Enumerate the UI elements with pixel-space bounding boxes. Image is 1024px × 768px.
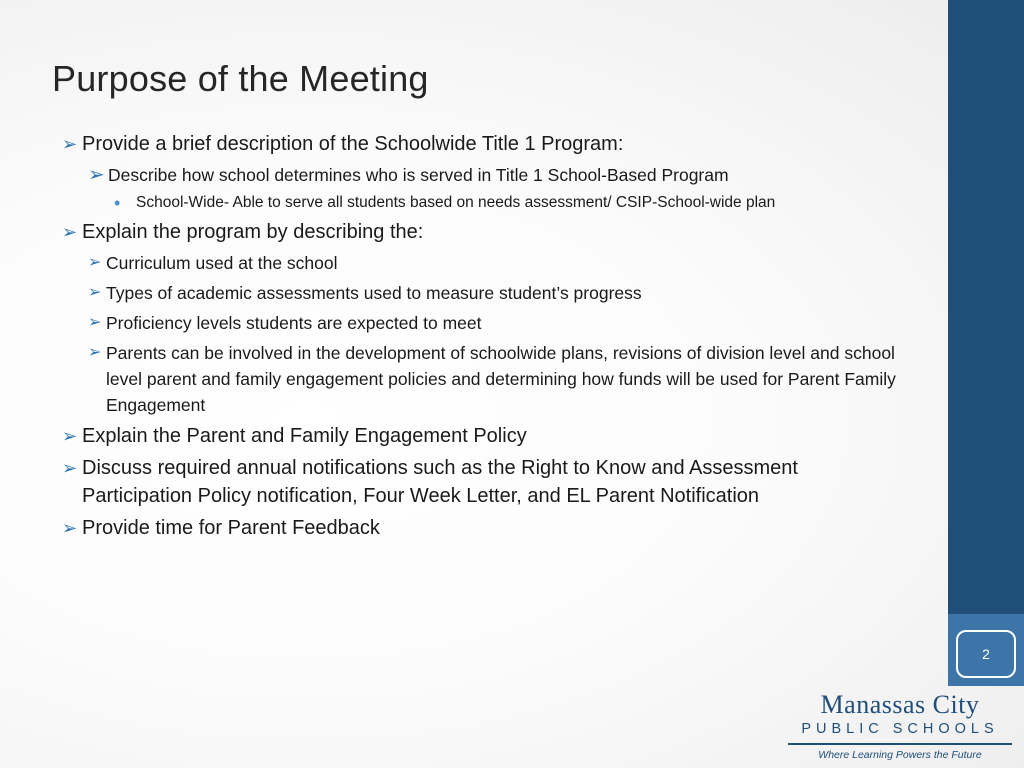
logo-name: Manassas City bbox=[820, 690, 980, 719]
list-item-text: Curriculum used at the school bbox=[106, 253, 338, 273]
dot-bullet-icon: • bbox=[114, 193, 121, 213]
list-item bbox=[62, 250, 902, 276]
arrow-bullet-icon: ➢ bbox=[62, 426, 78, 446]
arrow-bullet-icon: ➢ bbox=[62, 458, 78, 478]
list-item bbox=[62, 280, 902, 306]
list-item bbox=[62, 192, 902, 214]
list-item bbox=[62, 162, 902, 188]
list-item bbox=[62, 514, 902, 542]
school-logo bbox=[782, 690, 1018, 764]
list-item-text: Describe how school determines who is served in Title 1 School-Based Program bbox=[108, 165, 729, 185]
arrow-bullet-icon: ➢ bbox=[88, 164, 105, 186]
list-item-text: Provide a brief description of the Schoolwide Title 1 Program: bbox=[82, 133, 624, 155]
arrow-bullet-icon: ➢ bbox=[62, 134, 78, 154]
list-item-text: Proficiency levels students are expected to meet bbox=[106, 313, 482, 333]
list-item bbox=[62, 422, 902, 450]
list-item-text: Types of academic assessments used to measure student’s progress bbox=[106, 283, 642, 303]
list-item-text: Explain the Parent and Family Engagement Policy bbox=[82, 425, 527, 447]
logo-divider bbox=[788, 743, 1012, 745]
list-item bbox=[62, 340, 902, 418]
arrow-bullet-icon: ➢ bbox=[88, 314, 102, 331]
list-item-text: Parents can be involved in the development of schoolwide plans, revisions of division level and school level parent and family engagement policies and determining how funds will be used for Parent Family Engagement bbox=[106, 343, 896, 415]
arrow-bullet-icon: ➢ bbox=[62, 518, 78, 538]
arrow-bullet-icon: ➢ bbox=[88, 344, 102, 361]
list-item-text: Explain the program by describing the: bbox=[82, 221, 424, 243]
arrow-bullet-icon: ➢ bbox=[62, 222, 78, 242]
arrow-bullet-icon: ➢ bbox=[88, 254, 102, 271]
logo-subtitle: PUBLIC SCHOOLS bbox=[801, 721, 999, 737]
list-item bbox=[62, 218, 902, 246]
list-item bbox=[62, 310, 902, 336]
logo-tagline: Where Learning Powers the Future bbox=[818, 749, 982, 761]
side-accent-bar bbox=[948, 0, 1024, 614]
list-item-text: School-Wide- Able to serve all students based on needs assessment/ CSIP-School-wide plan bbox=[136, 194, 776, 211]
page-number: 2 bbox=[956, 630, 1016, 678]
bullet-list bbox=[62, 130, 902, 546]
list-item bbox=[62, 454, 902, 510]
slide-title: Purpose of the Meeting bbox=[52, 58, 429, 99]
list-item-text: Provide time for Parent Feedback bbox=[82, 517, 380, 539]
list-item-text: Discuss required annual notifications such as the Right to Know and Assessment Participation Policy notification, Four Week Letter, and EL Parent Notification bbox=[82, 457, 798, 507]
arrow-bullet-icon: ➢ bbox=[88, 284, 102, 301]
list-item bbox=[62, 130, 902, 158]
